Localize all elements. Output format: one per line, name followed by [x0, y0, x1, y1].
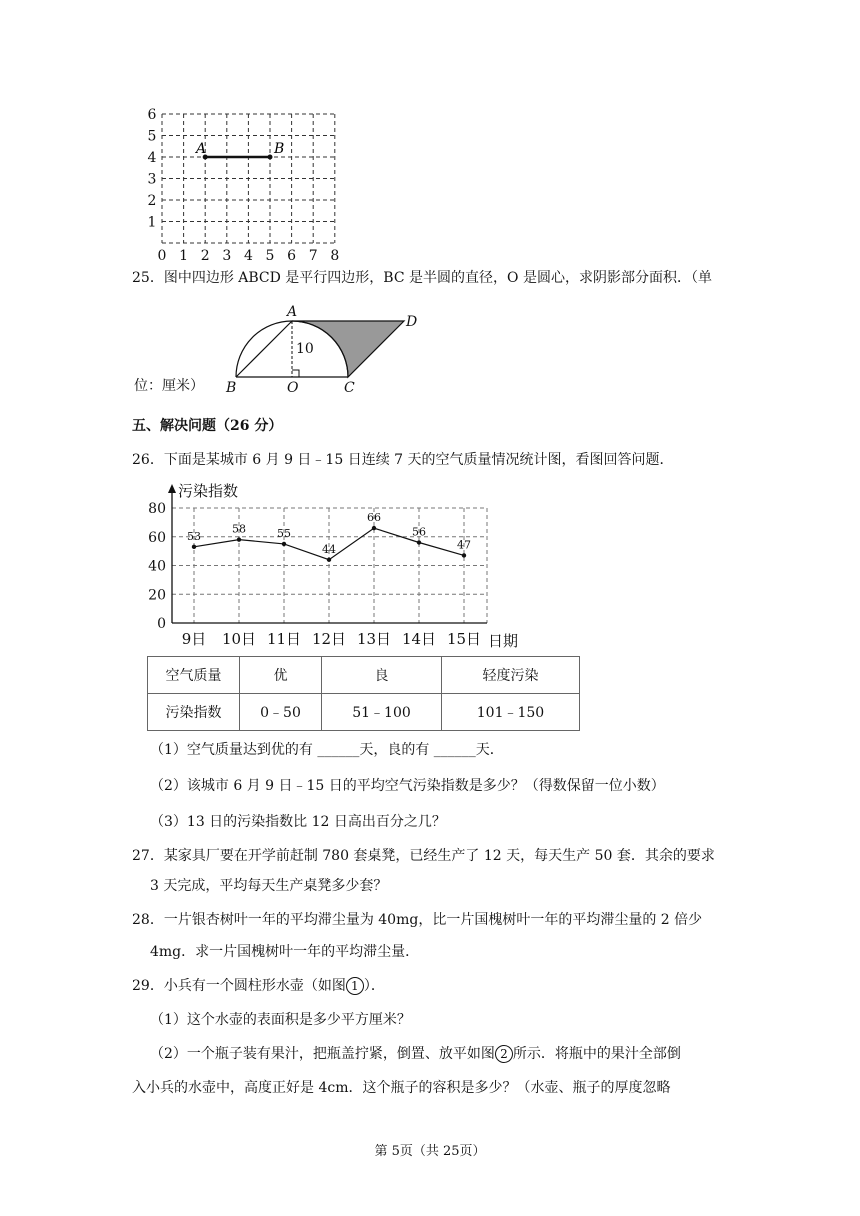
q25-line2: 位：厘米） [134, 378, 204, 394]
table-cell: 轻度污染 [442, 657, 580, 694]
q25-line1: 25．图中四边形 ABCD 是平行四边形，BC 是半圆的直径，O 是圆心，求阴影部分面积．（单 [132, 270, 712, 286]
point-b-dot [268, 155, 273, 160]
y-tick-label: 40 [148, 558, 166, 575]
grid-x-tick: 2 [200, 248, 210, 264]
data-label: 66 [367, 511, 381, 525]
q26-sub3: （3）13 日的污染指数比 12 日高出百分之几？ [150, 814, 446, 830]
x-tick-label: 12日 [311, 630, 347, 648]
label-o: O [287, 380, 299, 394]
page-footer: 第 5页（共 25页） [374, 1144, 486, 1159]
table-cell: 良 [322, 657, 442, 694]
table-cell: 51﹣100 [322, 694, 442, 731]
q29-sub2 [150, 1044, 681, 1064]
figure-ref-circle: 1 [346, 977, 364, 995]
air-quality-table [147, 656, 580, 731]
data-label: 56 [412, 525, 426, 539]
segment-ab [236, 321, 292, 377]
section-title: 五、解决问题（26 分） [132, 418, 283, 434]
grid-lines [162, 114, 335, 243]
x-tick-label: 15日 [446, 630, 482, 648]
grid-x-tick: 8 [330, 248, 340, 264]
grid-x-tick: 1 [179, 248, 189, 264]
label-b: B [226, 380, 237, 394]
grid-x-tick: 5 [265, 248, 275, 264]
parallelogram-semicircle-figure [220, 302, 420, 394]
y-axis-arrow [168, 484, 176, 493]
table-cell: 优 [240, 657, 322, 694]
table-cell: 0﹣50 [240, 694, 322, 731]
x-axis-label: 日期 [488, 632, 519, 650]
q29-sub2-end: 所示．将瓶中的果汁全部倒 [512, 1046, 681, 1062]
grid-y-tick: 1 [147, 214, 157, 231]
q26-intro: 26．下面是某城市 6 月 9 日﹣15 日连续 7 天的空气质量情况统计图，看图回答问题． [132, 452, 674, 468]
grid-x-tick: 6 [287, 248, 297, 264]
label-a: A [287, 304, 298, 320]
x-tick-label: 9日 [181, 630, 207, 648]
q29-intro-text: 29．小兵有一个圆柱形水壶（如图 [132, 978, 346, 994]
y-tick-label: 20 [148, 587, 166, 604]
grid-y-tick: 5 [147, 128, 157, 145]
grid-x-tick: 3 [222, 248, 232, 264]
figure-ref-circle: 2 [495, 1045, 513, 1063]
q29-sub2-text: （2）一个瓶子装有果汁，把瓶盖拧紧，倒置、放平如图 [150, 1046, 495, 1062]
point-b-label: B [274, 141, 285, 157]
data-point [372, 526, 376, 530]
data-label: 47 [457, 538, 471, 552]
y-tick-label: 60 [148, 529, 166, 546]
q26-sub2: （2）该城市 6 月 9 日﹣15 日的平均空气污染指数是多少？（得数保留一位小数） [150, 778, 665, 794]
grid-y-tick: 6 [147, 107, 157, 123]
q29-sub2-line2: 入小兵的水壶中，高度正好是 4cm．这个瓶子的容积是多少？（水壶、瓶子的厚度忽略 [132, 1080, 671, 1096]
data-label: 44 [322, 542, 336, 556]
q29-sub1: （1）这个水壶的表面积是多少平方厘米？ [150, 1012, 411, 1028]
x-tick-label: 11日 [266, 630, 302, 648]
grid-y-tick: 2 [147, 193, 157, 209]
table-cell: 101﹣150 [442, 694, 580, 731]
label-d: D [406, 314, 418, 330]
grid-x-tick: 4 [243, 248, 253, 264]
data-label: 58 [232, 522, 246, 536]
y-tick-label: 0 [157, 616, 166, 632]
data-point [327, 558, 331, 562]
data-point [192, 545, 196, 549]
label-c: C [344, 380, 355, 394]
q29-intro [132, 976, 385, 996]
data-point [237, 537, 241, 541]
q26-sub1: （1）空气质量达到优的有 ______天，良的有 ______天． [150, 742, 504, 758]
x-tick-label: 14日 [401, 630, 437, 648]
pollution-line-chart [140, 478, 530, 652]
data-label: 55 [277, 526, 291, 540]
label-height: 10 [296, 341, 314, 357]
coordinate-grid-figure [140, 100, 350, 265]
data-point [417, 540, 421, 544]
x-tick-label: 10日 [221, 630, 257, 648]
y-tick-label: 80 [148, 501, 166, 517]
table-cell: 污染指数 [148, 694, 240, 731]
point-a-label: A [196, 141, 207, 157]
y-axis-label: 污染指数 [178, 482, 239, 500]
q27-line2: 3 天完成，平均每天生产桌凳多少套？ [150, 878, 388, 894]
data-point [282, 542, 286, 546]
chart-grid [172, 508, 487, 623]
q28-line2: 4mg．求一片国槐树叶一年的平均滞尘量． [150, 944, 420, 960]
table-row [148, 657, 580, 694]
data-label: 53 [187, 529, 201, 543]
grid-y-tick: 3 [147, 171, 157, 188]
table-cell: 空气质量 [148, 657, 240, 694]
table-row [148, 694, 580, 731]
q29-intro-end: ）． [363, 978, 385, 994]
grid-x-tick: 0 [157, 248, 167, 264]
q27-line1: 27．某家具厂要在开学前赶制 780 套桌凳，已经生产了 12 天，每天生产 50 套．其余的要求 [132, 848, 715, 864]
grid-x-tick: 7 [308, 248, 318, 264]
data-point [462, 553, 466, 557]
right-angle-mark [292, 370, 299, 377]
grid-y-tick: 4 [147, 150, 157, 166]
x-tick-label: 13日 [356, 630, 392, 648]
q28-line1: 28．一片银杏树叶一年的平均滞尘量为 40mg，比一片国槐树叶一年的平均滞尘量的 2 倍少 [132, 912, 703, 928]
